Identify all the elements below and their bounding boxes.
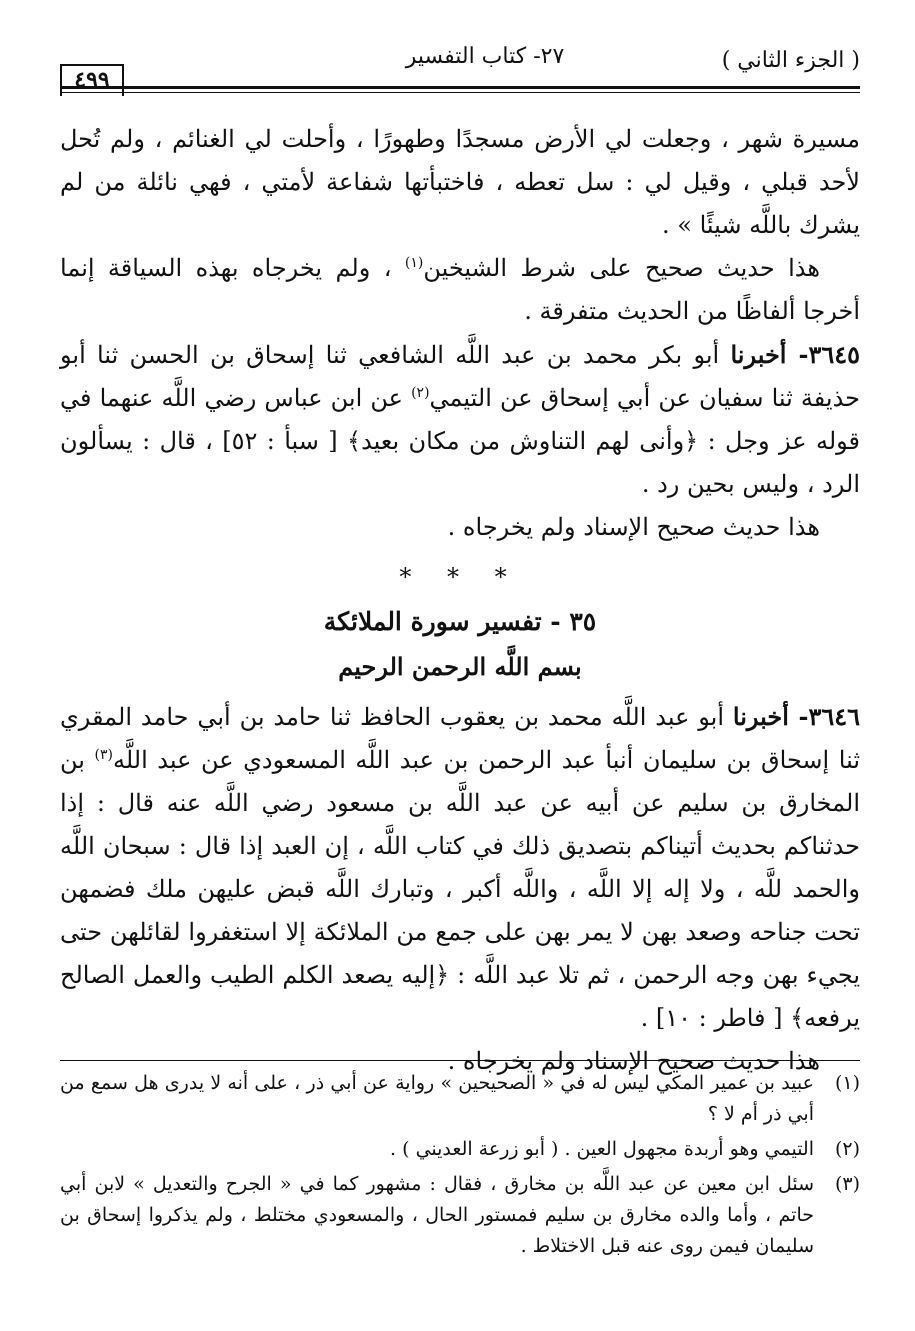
footnote-2 [60, 1134, 860, 1165]
hadith-number-3646: ٣٦٤٦- أخبرنا [732, 702, 861, 731]
part-label: ( الجزء الثاني ) [721, 48, 860, 73]
footnote-3 [60, 1169, 860, 1262]
page-number: ٤٩٩ [60, 64, 124, 96]
footnote-ref-2: (٢) [411, 385, 430, 401]
footnote-divider [60, 1060, 860, 1061]
footnote-text: التيمي وهو أربدة مجهول العين . ( أبو زرعة العديني ) . [390, 1138, 814, 1160]
paragraph-continuation: مسيرة شهر ، وجعلت لي الأرض مسجدًا وطهورًا ، وأحلت لي الغنائم ، ولم تُحل لأحد قبلي ، وقيل لي : سل تعطه ، فاختبأتها شفاعة لأمتي ، فهي نائلة من لم يشرك باللَّه شيئًا » . [60, 125, 860, 239]
chapter-title: ٢٧- كتاب التفسير [405, 44, 565, 69]
footnote-text: سئل ابن معين عن عبد اللَّه بن مخارق ، فقال : مشهور كما في « الجرح والتعديل » لابن أبي حاتم ، وأما والده مخارق بن سليم فمستور الحال ، والمسعودي مختلط ، ولم يذكروا إسحاق بن سليمان فيمن روى عنه قبل الاختلاط . [60, 1173, 814, 1257]
header-rule-thick [60, 86, 860, 89]
verdict-3646: هذا حديث صحيح الإسناد ولم يخرجاه . [447, 1047, 820, 1075]
hadith-text: أبو عبد اللَّه محمد بن يعقوب الحافظ ثنا حامد بن أبي حامد المقري ثنا إسحاق بن سليمان أنبأ عبد الرحمن بن عبد اللَّه المسعودي عن عبد اللَّه [60, 703, 860, 774]
page-header [60, 44, 860, 93]
footnote-number: (٣) [834, 1173, 860, 1195]
hadith-3645 [60, 333, 860, 506]
basmala: بسم اللَّه الرحمن الرحيم [338, 652, 582, 681]
grading-text: هذا حديث صحيح على شرط الشيخين [423, 254, 821, 282]
footnote-ref-3: (٣) [94, 747, 113, 763]
footnote-1 [60, 1068, 860, 1130]
header-rule-thin [60, 92, 860, 93]
hadith-text: أبو بكر محمد بن عبد اللَّه الشافعي ثنا إسحاق بن الحسن ثنا أبو حذيفة ثنا سفيان عن أبي إسحاق عن التيمي [60, 341, 861, 412]
footnote-number: (١) [834, 1072, 860, 1094]
paragraph-grading-1 [60, 247, 860, 333]
hadith-text-cont: بن المخارق بن سليم عن أبيه عن عبد اللَّه بن مسعود رضي اللَّه عنه قال : إذا حدثناكم بحديث أتيناكم بتصديق ذلك في كتاب اللَّه ، إن العبد إذا قال : سبحان اللَّه والحمد للَّه ، ولا إله إلا اللَّه ، واللَّه أكبر ، وتبارك اللَّه قبض عليهن ملك فضمهن تحت جناحه وصعد بهن لا يمر بهن على جمع من الملائكة إلا استغفروا لقائلهن حتى يجيء بهن وجه الرحمن ، ثم تلا عبد اللَّه : ﴿إليه يصعد الكلم الطيب والعمل الصالح يرفعه﴾ [ فاطر : ١٠] . [60, 746, 861, 1032]
hadith-3646 [60, 695, 860, 1040]
grading-text-cont: ، ولم يخرجاه بهذه السياقة إنما أخرجا ألفاظًا من الحديث متفرقة . [60, 254, 860, 325]
surah-title: ٣٥ - تفسير سورة الملائكة [323, 607, 597, 636]
main-text [60, 118, 860, 1083]
verdict-3645: هذا حديث صحيح الإسناد ولم يخرجاه . [447, 513, 820, 541]
footnote-number: (٢) [834, 1138, 860, 1160]
footnotes [60, 1068, 860, 1266]
section-separator: * * * [399, 563, 521, 591]
footnote-text: عبيد بن عمير المكي ليس له في « الصحيحين » رواية عن أبي ذر ، على أنه لا يدرى هل سمع من أبي ذر أم لا ؟ [60, 1072, 814, 1125]
hadith-text-cont: عن ابن عباس رضي اللَّه عنهما في قوله عز وجل : ﴿وأنى لهم التناوش من مكان بعيد﴾ [ سبأ : ٥٢] ، قال : يسألون الرد ، وليس بحين رد . [60, 384, 861, 498]
hadith-number-3645: ٣٦٤٥- أخبرنا [730, 340, 860, 369]
footnote-ref-1: (١) [404, 255, 424, 271]
